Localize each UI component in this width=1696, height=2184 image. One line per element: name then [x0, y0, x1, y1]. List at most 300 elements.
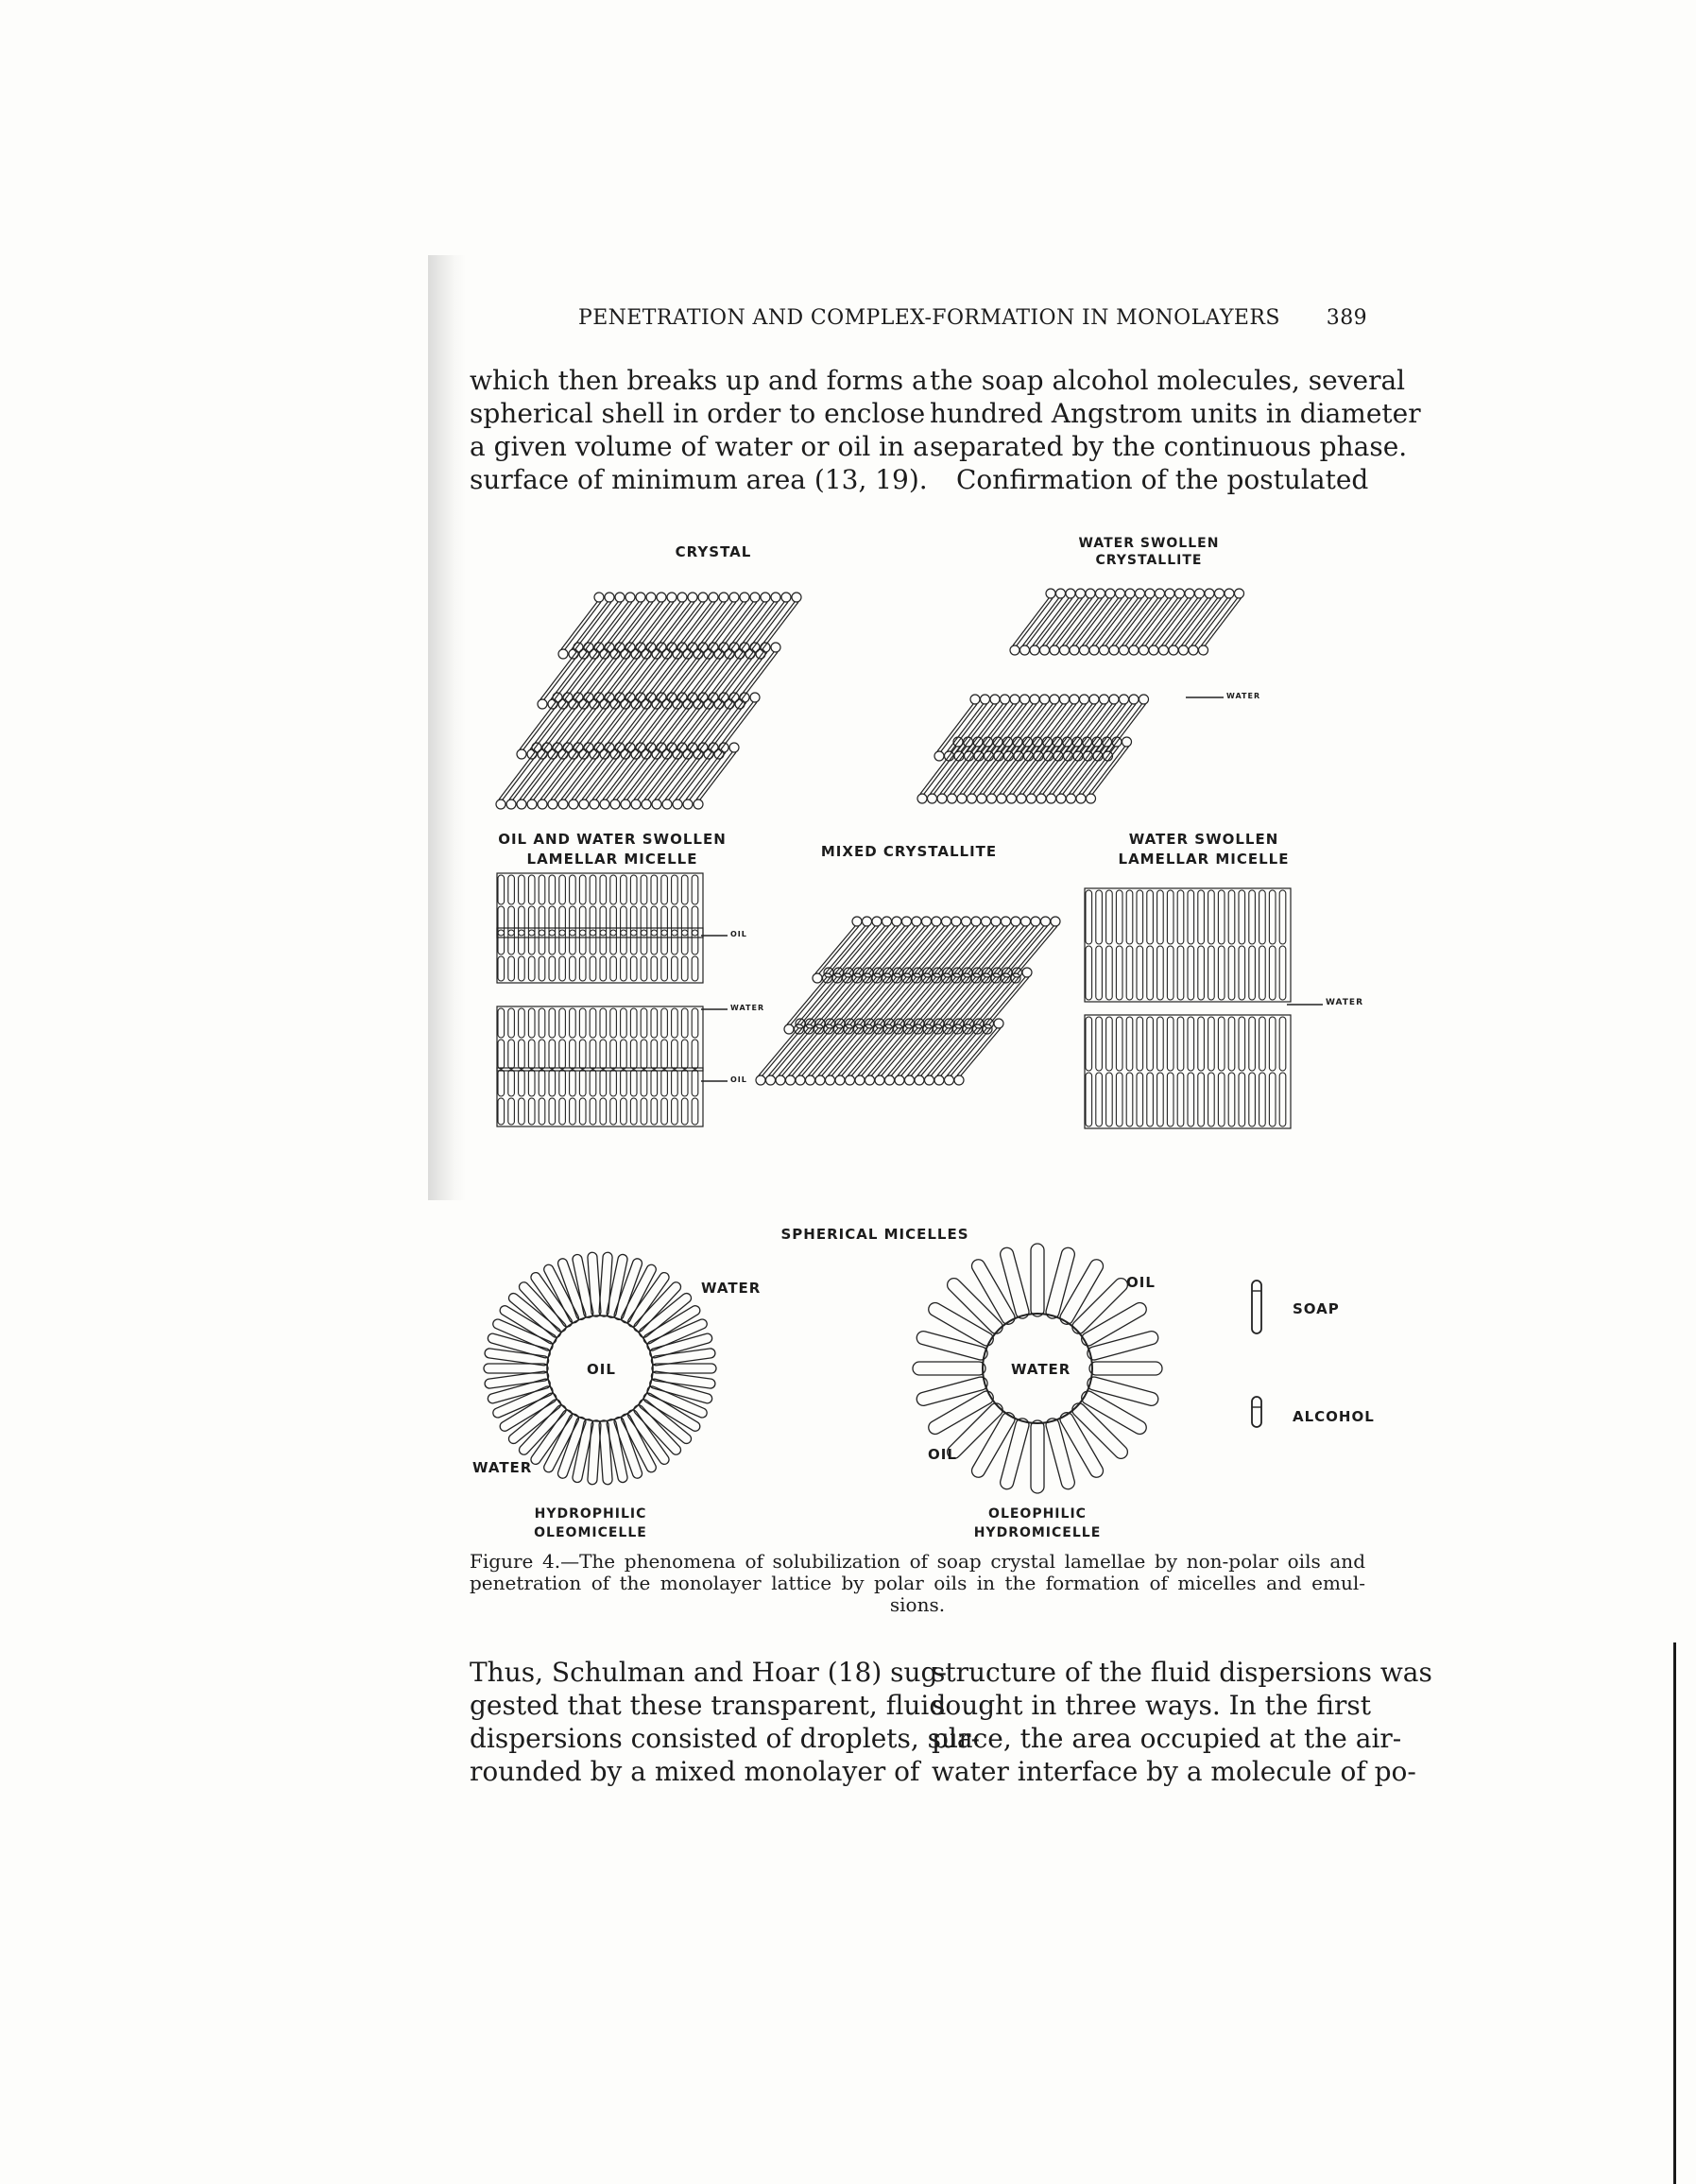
molecule-rod	[519, 930, 525, 954]
head-circle	[796, 1075, 805, 1085]
text-line: sought in three ways. In the first	[932, 1690, 1372, 1721]
tail-line	[1152, 598, 1188, 645]
molecule-rod	[1269, 946, 1276, 1000]
head-circle	[538, 699, 547, 709]
molecule-rod	[692, 930, 698, 954]
tail-line	[1126, 598, 1162, 645]
molecule-rod	[628, 1410, 669, 1464]
head-circle	[1109, 695, 1119, 704]
molecule-rod	[1167, 946, 1173, 1000]
head-circle	[917, 794, 927, 803]
head-circle	[677, 593, 687, 602]
molecule-rod	[531, 1273, 572, 1327]
molecule-rod	[610, 1040, 617, 1069]
molecule-rod	[1249, 946, 1256, 1000]
head-circle	[994, 1019, 1003, 1028]
tail-line	[1017, 598, 1053, 645]
head-circle	[1122, 737, 1132, 747]
label-line: WATER SWOLLEN	[1128, 831, 1279, 848]
label-mixed-crystallite: MIXED CRYSTALLITE	[820, 843, 998, 860]
molecule-rod	[641, 875, 647, 904]
head-circle	[1179, 645, 1189, 655]
head-circle	[1047, 794, 1056, 803]
molecule-rod	[1228, 946, 1235, 1000]
tail-line	[1076, 598, 1112, 645]
molecule-rod	[651, 1008, 658, 1038]
head-circle	[594, 593, 604, 602]
head-circle	[1109, 645, 1119, 655]
head-circle	[761, 643, 770, 652]
tail-line	[1132, 598, 1168, 645]
molecule-rod	[528, 1008, 535, 1038]
label-water-outer-bottom: WATER	[472, 1459, 533, 1476]
molecule-rod	[1228, 1017, 1235, 1071]
molecule-rod	[528, 930, 535, 954]
molecule-rod	[651, 956, 658, 981]
tail-line	[1043, 747, 1079, 794]
head-circle	[1139, 695, 1149, 704]
molecule-rod	[1177, 946, 1184, 1000]
molecule-rod	[1137, 1073, 1143, 1126]
head-circle	[1169, 645, 1178, 655]
head-circle	[542, 743, 552, 752]
label-oil-water-lamellar	[489, 830, 735, 869]
tail-line	[1023, 747, 1059, 794]
head-circle	[506, 800, 516, 809]
head-circle	[569, 800, 578, 809]
molecule-rod	[641, 1040, 647, 1069]
head-circle	[677, 693, 687, 702]
tail-line	[1036, 598, 1072, 645]
head-circle	[667, 693, 677, 702]
molecule-rod	[590, 1040, 596, 1069]
head-circle	[688, 743, 697, 752]
molecule-rod	[549, 875, 556, 904]
molecule-rod	[610, 875, 617, 904]
molecule-rod	[640, 1294, 692, 1338]
head-circle	[750, 593, 760, 602]
head-circle	[1089, 695, 1099, 704]
molecule-rod	[1089, 1362, 1162, 1375]
molecule-rod	[630, 956, 637, 981]
tail-line	[819, 926, 859, 973]
label-oil-outer-bottom: OIL	[928, 1446, 957, 1463]
head-circle	[646, 593, 656, 602]
molecule-rod	[661, 930, 668, 954]
tail-line	[1186, 598, 1222, 645]
label-oil-arrow-2: OIL	[730, 1075, 747, 1084]
tail-line	[1142, 598, 1178, 645]
crystal-diagram	[496, 593, 801, 809]
bottom-left-column	[470, 1656, 980, 1788]
molecule-rod	[559, 956, 566, 981]
head-circle	[729, 743, 739, 752]
molecule-rod	[634, 1405, 681, 1454]
head-circle	[1050, 695, 1059, 704]
molecule-rod	[1126, 1017, 1133, 1071]
tail-line	[1056, 598, 1092, 645]
molecule-rod	[600, 1008, 607, 1038]
head-circle	[885, 1075, 895, 1085]
head-circle	[981, 695, 990, 704]
molecule-rod	[549, 1008, 556, 1038]
molecule-rod	[590, 956, 596, 981]
molecule-rod	[621, 1040, 627, 1069]
molecule-rod	[1188, 946, 1194, 1000]
head-circle	[1189, 645, 1198, 655]
caption-line: penetration of the monolayer lattice by polar oils in the formation of micelles and emul-	[470, 1572, 1365, 1594]
molecule-rod	[630, 1040, 637, 1069]
head-circle	[1010, 645, 1019, 655]
page-number: 389	[1326, 306, 1367, 330]
molecule-rod	[1157, 946, 1164, 1000]
text-line: which then breaks up and forms a	[470, 365, 928, 396]
running-head-title: PENETRATION AND COMPLEX-FORMATION IN MONOLAYERS	[578, 306, 1280, 330]
molecule-rod	[1116, 946, 1122, 1000]
head-circle	[781, 593, 791, 602]
molecule-rod	[1001, 1247, 1029, 1318]
molecule-rod	[634, 1282, 681, 1332]
molecule-rod	[630, 1070, 637, 1096]
tail-line	[1162, 598, 1198, 645]
text-line: separated by the continuous phase.	[930, 431, 1408, 462]
head-circle	[657, 693, 666, 702]
molecule-rod	[519, 1008, 525, 1038]
text-line: the soap alcohol molecules, several	[930, 365, 1406, 396]
tail-line	[762, 1028, 802, 1075]
head-circle	[646, 743, 656, 752]
molecule-rod	[641, 1070, 647, 1096]
tail-line	[1195, 598, 1231, 645]
molecule-rod	[621, 930, 627, 954]
tail-line	[1106, 598, 1142, 645]
head-circle	[1050, 645, 1059, 655]
head-circle	[1120, 645, 1129, 655]
head-circle	[657, 643, 666, 652]
molecule-rod	[600, 1070, 607, 1096]
molecule-rod	[661, 1070, 668, 1096]
text-line: gested that these transparent, fluid	[470, 1690, 947, 1721]
head-circle	[750, 693, 760, 702]
molecule-rod	[1259, 946, 1266, 1000]
head-circle	[1017, 794, 1026, 803]
head-circle	[1120, 695, 1129, 704]
label-line: LAMELLAR MICELLE	[1118, 851, 1290, 868]
molecule-rod	[549, 930, 556, 954]
molecule-rod	[661, 1008, 668, 1038]
head-circle	[636, 743, 645, 752]
molecule-rod	[570, 1008, 576, 1038]
text-line: surface of minimum area (13, 19).	[470, 464, 928, 495]
molecule-rod	[1198, 890, 1205, 944]
tail-line	[1136, 598, 1172, 645]
head-circle	[1036, 794, 1046, 803]
molecule-rod	[559, 875, 566, 904]
molecule-rod	[1147, 1017, 1154, 1071]
head-circle	[558, 800, 568, 809]
molecule-rod	[1086, 1017, 1092, 1071]
head-circle	[1105, 589, 1115, 598]
head-circle	[698, 743, 708, 752]
head-circle	[1225, 589, 1234, 598]
molecule-rod	[508, 1400, 560, 1444]
molecule-rod	[917, 1332, 987, 1360]
head-circle	[942, 917, 951, 926]
molecule-rod	[1046, 1247, 1074, 1318]
head-circle	[563, 693, 573, 702]
molecule-rod	[1208, 946, 1215, 1000]
tail-line	[1175, 598, 1211, 645]
head-circle	[951, 917, 961, 926]
molecule-rod	[498, 1070, 505, 1096]
head-circle	[1060, 645, 1070, 655]
head-circle	[932, 917, 941, 926]
molecule-rod	[661, 1040, 668, 1069]
head-circle	[784, 1024, 794, 1034]
caption-line: Figure 4.—The phenomena of solubilization of soap crystal lamellae by non-polar oils and	[470, 1550, 1365, 1573]
head-circle	[605, 743, 614, 752]
molecule-rod	[1198, 946, 1205, 1000]
head-circle	[667, 643, 677, 652]
head-circle	[615, 593, 625, 602]
molecule-rod	[1228, 1073, 1235, 1126]
oil-water-lamellar-diagram	[497, 873, 728, 1126]
head-circle	[846, 1075, 855, 1085]
molecule-rod	[630, 1098, 637, 1125]
label-line: HYDROPHILIC	[534, 1506, 647, 1522]
molecule-rod	[1157, 1073, 1164, 1126]
molecule-rod	[672, 1008, 678, 1038]
tail-line	[1103, 598, 1139, 645]
molecule-rod	[1279, 1073, 1286, 1126]
molecule-rod	[559, 1040, 566, 1069]
head-circle	[657, 593, 666, 602]
head-circle	[1001, 695, 1010, 704]
head-circle	[584, 693, 593, 702]
head-circle	[1031, 917, 1040, 926]
head-circle	[1022, 968, 1032, 977]
molecule-rod	[600, 956, 607, 981]
head-circle	[1087, 794, 1096, 803]
molecule-rod	[681, 1040, 688, 1069]
molecule-rod	[590, 930, 596, 954]
molecule-rod	[614, 1259, 642, 1320]
molecule-rod	[559, 1070, 566, 1096]
molecule-rod	[1106, 946, 1113, 1000]
molecule-rod	[641, 1008, 647, 1038]
head-circle	[605, 593, 614, 602]
head-circle	[1070, 645, 1079, 655]
molecule-rod	[1188, 1073, 1194, 1126]
head-circle	[1165, 589, 1174, 598]
head-circle	[1056, 589, 1066, 598]
tail-line	[948, 704, 984, 751]
head-circle	[584, 743, 593, 752]
molecule-rod	[651, 1070, 658, 1096]
tail-line	[1083, 747, 1119, 794]
head-circle	[1100, 695, 1109, 704]
head-circle	[563, 743, 573, 752]
head-circle	[750, 643, 760, 652]
molecule-rod	[549, 1070, 556, 1096]
head-circle	[646, 643, 656, 652]
head-circle	[631, 800, 641, 809]
head-circle	[615, 693, 625, 702]
head-circle	[688, 593, 697, 602]
head-circle	[970, 695, 980, 704]
head-circle	[740, 643, 749, 652]
tail-line	[934, 747, 970, 794]
label-line: OIL AND WATER SWOLLEN	[498, 831, 727, 848]
tail-line	[1034, 747, 1070, 794]
molecule-rod	[1096, 1017, 1103, 1071]
head-circle	[1076, 794, 1086, 803]
head-circle	[729, 693, 739, 702]
molecule-rod	[590, 1098, 596, 1125]
head-circle	[646, 693, 656, 702]
molecule-rod	[641, 956, 647, 981]
head-circle	[558, 649, 568, 659]
tail-line	[974, 747, 1010, 794]
tail-line	[1072, 598, 1108, 645]
molecule-rod	[549, 1098, 556, 1125]
label-line: WATER SWOLLEN	[1078, 536, 1220, 551]
tail-line	[1047, 598, 1083, 645]
text-line: spherical shell in order to enclose	[470, 398, 926, 429]
head-circle	[855, 1075, 865, 1085]
molecule-rod	[1167, 890, 1173, 944]
head-circle	[922, 917, 932, 926]
head-circle	[1096, 589, 1105, 598]
molecule-rod	[1208, 1017, 1215, 1071]
molecule-rod	[528, 1040, 535, 1069]
molecule-rod	[1198, 1073, 1205, 1126]
head-circle	[605, 643, 614, 652]
head-circle	[1086, 589, 1095, 598]
head-circle	[594, 743, 604, 752]
molecule-rod	[621, 956, 627, 981]
molecule-rod	[600, 1040, 607, 1069]
molecule-rod	[641, 1098, 647, 1125]
molecule-rod	[1218, 1073, 1225, 1126]
label-water-arrow-3: WATER	[1326, 998, 1364, 1007]
head-circle	[863, 917, 872, 926]
molecule-rod	[570, 1040, 576, 1069]
molecule-rod	[508, 1008, 515, 1038]
legend-alcohol-symbol	[1252, 1397, 1261, 1427]
head-circle	[1076, 589, 1086, 598]
head-circle	[895, 1075, 904, 1085]
molecule-rod	[519, 1405, 566, 1454]
tail-line	[1116, 598, 1152, 645]
head-circle	[756, 1075, 765, 1085]
label-water-outer-top: WATER	[701, 1280, 762, 1297]
molecule-rod	[661, 1098, 668, 1125]
label-water-swollen-crystallite	[1064, 535, 1234, 569]
molecule-rod	[1279, 890, 1286, 944]
text-line: water interface by a molecule of po-	[932, 1756, 1416, 1787]
molecule-rod	[519, 1040, 525, 1069]
tail-line	[575, 602, 611, 649]
molecule-rod	[1126, 890, 1133, 944]
molecule-rod	[630, 930, 637, 954]
tail-line	[1033, 598, 1069, 645]
molecule-rod	[579, 875, 586, 904]
tail-line	[1146, 598, 1182, 645]
molecule-rod	[621, 1070, 627, 1096]
tail-line	[1063, 747, 1099, 794]
molecule-rod	[579, 930, 586, 954]
head-circle	[677, 743, 687, 752]
head-circle	[990, 695, 1000, 704]
head-circle	[954, 1075, 964, 1085]
molecule-rod	[579, 1008, 586, 1038]
molecule-rod	[508, 1040, 515, 1069]
tail-line	[696, 752, 732, 800]
head-circle	[1020, 645, 1030, 655]
head-circle	[1195, 589, 1205, 598]
label-water-arrow: WATER	[1226, 692, 1261, 700]
molecule-rod	[681, 1008, 688, 1038]
molecule-rod	[1116, 890, 1122, 944]
molecule-rod	[1249, 890, 1256, 944]
head-circle	[815, 1075, 825, 1085]
label-line: HYDROMICELLE	[973, 1525, 1102, 1540]
head-circle	[1066, 589, 1075, 598]
head-circle	[740, 693, 749, 702]
molecule-rod	[1147, 946, 1154, 1000]
molecule-rod	[1239, 1017, 1245, 1071]
tail-line	[1027, 598, 1063, 645]
molecule-rod	[1137, 946, 1143, 1000]
molecule-rod	[570, 875, 576, 904]
head-circle	[719, 743, 728, 752]
molecule-rod	[1106, 1073, 1113, 1126]
head-circle	[962, 917, 971, 926]
head-circle	[719, 593, 728, 602]
head-circle	[1139, 645, 1149, 655]
head-circle	[912, 917, 921, 926]
molecule-rod	[1086, 946, 1092, 1000]
molecule-rod	[600, 930, 607, 954]
head-circle	[698, 643, 708, 652]
head-circle	[945, 1075, 954, 1085]
molecule-rod	[498, 1098, 505, 1125]
head-circle	[1060, 695, 1070, 704]
head-circle	[1030, 695, 1039, 704]
head-circle	[1116, 589, 1125, 598]
tail-line	[1083, 598, 1119, 645]
molecule-rod	[498, 1040, 505, 1069]
tail-line	[920, 747, 956, 794]
label-soap: SOAP	[1293, 1300, 1340, 1317]
molecule-rod	[681, 1098, 688, 1125]
molecule-rod	[610, 1070, 617, 1096]
molecule-rod	[1239, 946, 1245, 1000]
caption-line: sions.	[889, 1593, 946, 1616]
head-circle	[925, 1075, 934, 1085]
molecule-rod	[621, 875, 627, 904]
text-line: Thus, Schulman and Hoar (18) sug-	[470, 1657, 947, 1688]
molecule-rod	[528, 875, 535, 904]
tail-line	[1023, 598, 1059, 645]
label-crystal: CRYSTAL	[675, 543, 752, 560]
head-circle	[1021, 917, 1031, 926]
molecule-rod	[519, 956, 525, 981]
head-circle	[688, 693, 697, 702]
molecule-rod	[1218, 946, 1225, 1000]
text-line: structure of the fluid dispersions was	[932, 1657, 1432, 1688]
